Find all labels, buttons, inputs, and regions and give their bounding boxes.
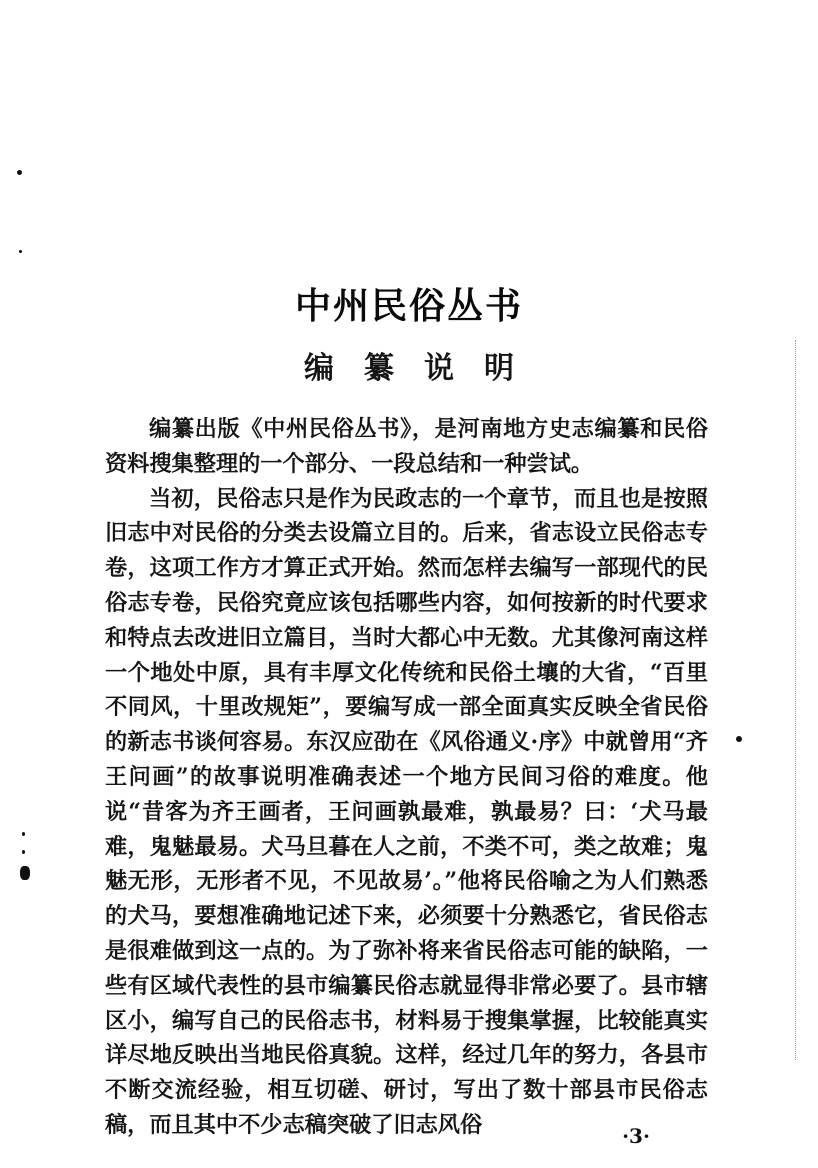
document-title: 编纂说明	[304, 351, 544, 386]
scan-speck	[20, 866, 30, 880]
series-title: 中州民俗丛书	[294, 286, 523, 327]
page-number: ·3·	[622, 1124, 650, 1148]
paragraph-1: 编纂出版《中州民俗丛书》，是河南地方史志编纂和民俗资料搜集整理的一个部分、一段总结和一种尝试。	[105, 416, 708, 477]
scan-speck	[22, 850, 25, 854]
scan-speck	[22, 832, 25, 836]
paragraph-2: 当初，民俗志只是作为民政志的一个章节，而且也是按照旧志中对民俗的分类去设篇立目的。后来，省志设立民俗志专卷，这项工作方才算正式开始。然而怎样去编写一部现代的民俗志专卷，民俗究竟应该包括哪些内容，如何按新的时代要求和特点去改进旧立篇目，当时大都心中无数。尤其像河南这样一个地处中原，具有丰厚文化传统和民俗土壤的大省，“百里不同风，十里改规矩”，要编写成一部全面真实反映全省民俗的新志书谈何容易。东汉应劭在《风俗通义·序》中就曾用“齐王问画”的故事说明准确表述一个地方民间习俗的难度。他说“昔客为齐王画者，王问画孰最难，孰最易？曰：‘犬马最难，鬼魅最易。犬马旦暮在人之前，不类不可，类之故难；鬼魅无形，无形者不见，不见故易’。”他将民俗喻之为人们熟悉的犬马，要想准确地记述下来，必须要十分熟悉它，省民俗志是很难做到这一点的。为了弥补将来省民俗志可能的缺陷，一些有区域代表性的县市编纂民俗志就显得非常必要了。县市辖区小，编写自己的民俗志书，材料易于搜集掌握，比较能真实详尽地反映出当地民俗真貌。这样，经过几年的努力，各县市不断交流经验，相互切磋、研讨，写出了数十部县市民俗志稿，而且其中不少志稿突破了旧志风俗	[105, 485, 708, 1138]
body-text	[105, 412, 708, 1143]
scan-speck	[17, 170, 22, 175]
scan-edge-line	[795, 340, 796, 1060]
scan-speck	[736, 736, 742, 742]
scan-speck	[19, 250, 22, 253]
